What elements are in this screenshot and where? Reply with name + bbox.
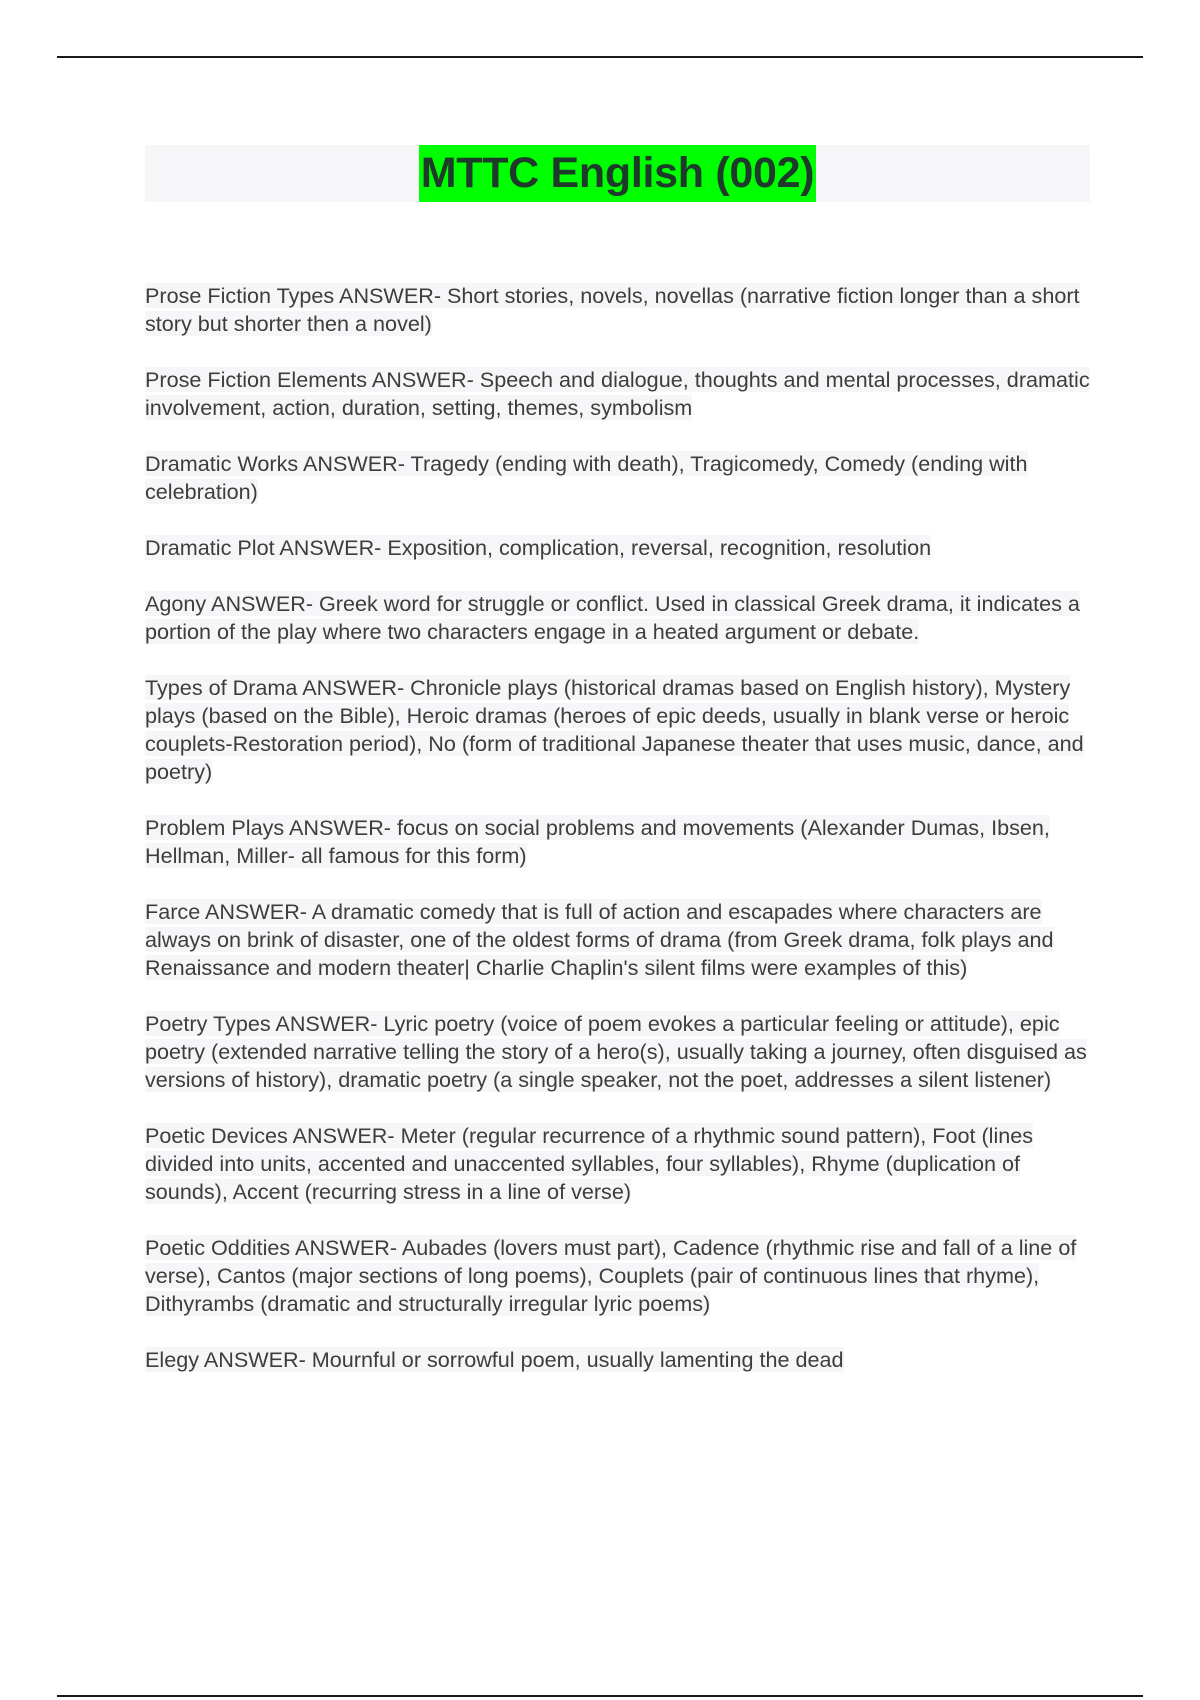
page-title: MTTC English (002) — [419, 145, 817, 202]
entry-list — [145, 282, 1090, 1374]
title-band — [145, 145, 1090, 202]
entry-types-of-drama: Types of Drama ANSWER- Chronicle plays (historical dramas based on English history), Mystery plays (based on the Bible), Heroic dramas (heroes of epic deeds, usually in blank verse or heroic couplets-Restoration period), No (form of traditional Japanese theater that uses music, dance, and poetry) — [145, 675, 1084, 784]
entry-prose-fiction-types: Prose Fiction Types ANSWER- Short stories, novels, novellas (narrative fiction longer than a short story but shorter then a novel) — [145, 283, 1080, 336]
entry-dramatic-works: Dramatic Works ANSWER- Tragedy (ending with death), Tragicomedy, Comedy (ending with celebration) — [145, 451, 1028, 504]
entry-dramatic-plot: Dramatic Plot ANSWER- Exposition, complication, reversal, recognition, resolution — [145, 535, 932, 560]
entry-poetry-types: Poetry Types ANSWER- Lyric poetry (voice of poem evokes a particular feeling or attitude), epic poetry (extended narrative telling the story of a hero(s), usually taking a journey, often disguised as versions of history), dramatic poetry (a single speaker, not the poet, addresses a silent listener) — [145, 1011, 1087, 1092]
entry-problem-plays: Problem Plays ANSWER- focus on social problems and movements (Alexander Dumas, Ibsen, Hellman, Miller- all famous for this form) — [145, 815, 1050, 868]
entry-prose-fiction-elements: Prose Fiction Elements ANSWER- Speech and dialogue, thoughts and mental processes, dramatic involvement, action, duration, setting, themes, symbolism — [145, 367, 1090, 420]
entry-agony: Agony ANSWER- Greek word for struggle or conflict. Used in classical Greek drama, it indicates a portion of the play where two characters engage in a heated argument or debate. — [145, 591, 1080, 644]
document-body — [145, 145, 1090, 1402]
entry-elegy: Elegy ANSWER- Mournful or sorrowful poem, usually lamenting the dead — [145, 1347, 844, 1372]
entry-poetic-devices: Poetic Devices ANSWER- Meter (regular recurrence of a rhythmic sound pattern), Foot (lines divided into units, accented and unaccented syllables, four syllables), Rhyme (duplication of sounds), Accent (recurring stress in a line of verse) — [145, 1123, 1034, 1204]
entry-poetic-oddities: Poetic Oddities ANSWER- Aubades (lovers must part), Cadence (rhythmic rise and fall of a line of verse), Cantos (major sections of long poems), Couplets (pair of continuous lines that rhyme), Dithyrambs (dramatic and structurally irregular lyric poems) — [145, 1235, 1077, 1316]
entry-farce: Farce ANSWER- A dramatic comedy that is full of action and escapades where characters are always on brink of disaster, one of the oldest forms of drama (from Greek drama, folk plays and Renaissance and modern theater| Charlie Chaplin's silent films were examples of this) — [145, 899, 1054, 980]
bottom-rule — [57, 1695, 1143, 1697]
top-rule — [57, 56, 1143, 58]
